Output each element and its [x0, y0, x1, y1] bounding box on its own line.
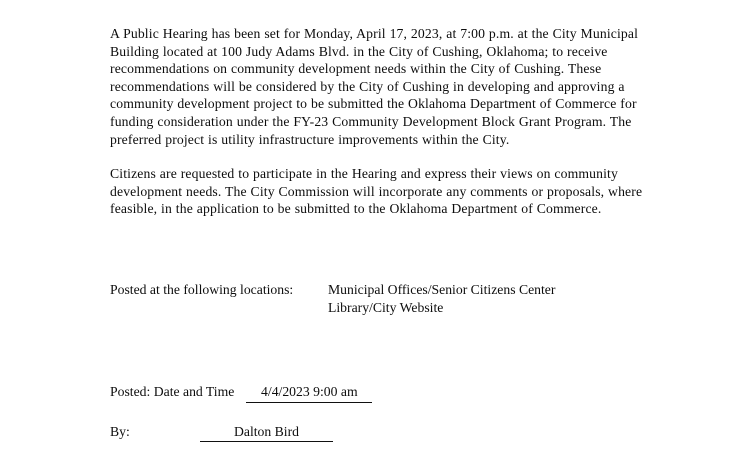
posted-date-value: 4/4/2023 9:00 am: [246, 383, 372, 403]
signed-by-row: [110, 423, 670, 443]
signed-by-label: By:: [110, 423, 130, 439]
paragraph-hearing-notice: A Public Hearing has been set for Monday, April 17, 2023, at 7:00 p.m. at the City Municipal Building located at 100 Judy Adams Blvd. in the City of Cushing, Oklahoma; to receive recommendations on community development needs within the City of Cushing. These recommendations will be considered by the City of Cushing in developing and approving a community development project to be submitted the Oklahoma Department of Commerce for funding consideration under the FY-23 Community Development Block Grant Program. The preferred project is utility infrastructure improvements within the City.: [110, 26, 639, 147]
posting-locations-section: [110, 281, 670, 316]
posted-date-row: [110, 383, 670, 403]
paragraph-citizen-participation: Citizens are requested to participate in the Hearing and express their views on community development needs. The City Commission will incorporate any comments or proposals, where feasible, in the application to be submitted to the Oklahoma Department of Commerce.: [110, 166, 643, 217]
signature-section: [110, 383, 670, 442]
posting-location-line-1: Municipal Offices/Senior Citizens Center: [328, 282, 556, 297]
posting-locations-label: Posted at the following locations:: [110, 282, 294, 297]
posting-location-line-2: Library/City Website: [328, 299, 444, 315]
posted-date-label: Posted: Date and Time: [110, 384, 235, 399]
posting-locations-values: [328, 281, 670, 316]
signed-by-value: Dalton Bird: [200, 423, 333, 443]
document-body: [110, 25, 650, 235]
